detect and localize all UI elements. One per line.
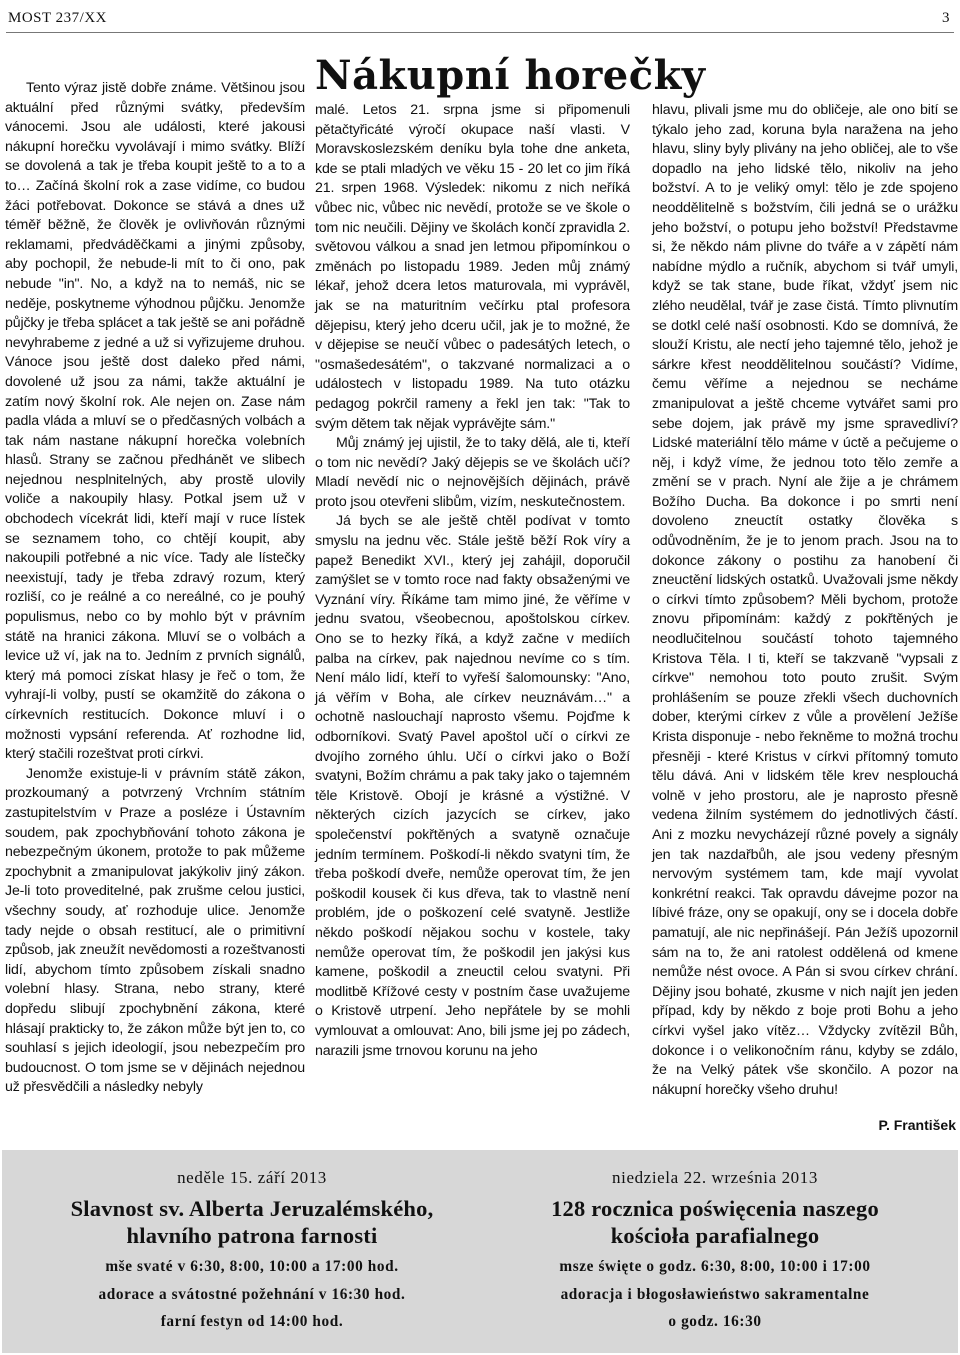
article-column-3 <box>652 101 958 1100</box>
announcement-line: adorace a svátostné požehnání v 16:30 hod. <box>98 1286 406 1303</box>
announcement-line: o godz. 16:30 <box>668 1313 762 1330</box>
announcement-line: farní festyn od 14:00 hod. <box>160 1313 344 1330</box>
article-column-1 <box>5 79 305 1098</box>
paragraph: Tento výraz jistě dobře známe. Většinou jsou aktuální před různými svátky, především vánocemi. Jsou ale události, které jakousi nákupní horečku vyvolávají i mimo svátky. Blíží se dovolená a tak je třeba koupit ještě to a to a to… Začíná školní rok a zase vidíme, co budou žáci potřebovat. Dokonce se stává a dnes už téměř běžně, že člověk je ovlivňován různými reklamami, předváděčkami a jinými způsoby, aby pochopil, že nebude-li mít to či ono, pak nebude "in". No, a když na to nemáš, nic se neděje, poskytneme výhodnou půjčku. Jenomže půjčky je třeba splácet a tak ještě se ani pořádně nevyhrabeme z jedné a už si vyřizujeme druhou. Vánoce jsou ještě dost daleko před námi, dovolené už jsou za námi, takže aktuální je zatím nový školní rok. Ale nejen on. Zase nám padla vláda a mluví se o předčasných volbách a tak nám nastane nákupní horečka volebních hlasů. Strany se začnou předhánět ve slibech nejednou nesplnitelných, aby prostě ulovily voliče a nakoupily hlasy. Potkal jsem už v obchodech vícekrát lidi, kteří mají v ruce lístek se seznamem toho, co chtějí koupit, aby nakoupili potřebné a nic více. Tady ale lístečky neexistují, tady je třeba zdravý rozum, který rozliší, co je reálné a co nereálné, co je pouhý populismus, nebo co by mohlo být v právním státě na hranici zákona. Mluví se o volbách a levice už ví, jak na to. Jedním z prvních signálů, který má pomoci získat hlasy je řeč o tom, že vyhrají-li volby, pustí se okamžitě do zákona o církevních restitucích. Dokonce mluví i o možnosti vypsání referenda. Ať rozhodne lid, který stačili rozeštvat proti církvi. <box>5 80 305 763</box>
announcement-box <box>2 1150 958 1353</box>
page-header <box>6 6 954 33</box>
paragraph: Můj známý jej ujistil, že to taky dělá, ale ti, kteří o tom nic nevědí? Jaký dějepis se ve školách učí? Mladí nevědí nic o nejnovějších dějinách, právě proto jsou otevřeni slibům, vizím, neskutečnostem. <box>315 435 630 510</box>
heading-line: 128 rocznica poświęcenia naszego <box>551 1196 879 1221</box>
announcement-heading <box>17 1195 487 1249</box>
heading-line: Slavnost sv. Alberta Jeruzalémského, <box>70 1196 434 1221</box>
heading-line: kościoła parafialnego <box>610 1223 820 1248</box>
announcement-line: mše svaté v 6:30, 8:00, 10:00 a 17:00 hod. <box>105 1258 399 1275</box>
announcement-heading <box>480 1195 950 1249</box>
announcement-date: niedziela 22. września 2013 <box>612 1168 818 1187</box>
paragraph: hlavu, plivali jsme mu do obličeje, ale ono bití se týkalo jeho zad, koruna byla naražena na jeho hlavu, sliny byly plivány na jeho obličej, ale to vše dopadlo na jeho lidské tělo, nikoliv na jeho božství. A to je veliký omyl: tělo je zde spojeno neoddělitelně s božstvím, čili jedná se o urážku jeho božství, o potupu jeho božství! Představme si, že někdo nám plivne do tváře a v zápětí nám nabídne mýdlo a ručník, abychom si tvář umyli, když se tak stane, bude říkat, vždyť jsem nic zlého neudělal, tvář je zase čistá. Tímto plivnutím se dotkl celé naší osobnosti. Kdo se domnívá, že slouží Kristu, ale nectí jeho tajemné tělo, jehož je sárkre křest neoddělitelnou součástí? Vidíme, čemu věříme a nejednou se necháme zmanipulovat a ještě chceme vytvářet sami pro sebe dojem, jak právě my jsme spravedliví? Lidské materiální tělo máme v úctě a pečujeme o něj, i když víme, že jednou toto tělo zemře a změní se v prach. Nyní ale žije a je chrámem Božího Ducha. Ba dokonce i po smrti není dovoleno zneuctít ostatky člověka s odůvodněním, že je to jenom prach. Jsou na to dokonce zákony o postihu za hanobení či zneuctění lidských ostatků. Uvažovali jsme někdy o církvi tímto způsobem? Měli bychom, protože znovu připomínám: každý z pokřtěných je neodlučitelnou součástí tohoto tajemného Kristova Těla. I ti, kteří se takzvaně "vypsali z církve" nemohou toto pouto zrušit. Svým prohlášením se pouze zřekli všech duchovních dober, kterými církev z vůle a provělení Ježíše Krista disponuje - nebo řekněme to možná trochu přesněji - které Kristus v církvi přítomný tomuto tělu dává. Ani v lidském těle krev nesplouchá volně v jeho prostoru, ale je naprosto přesně vedena žilním systémem do jednotlivých částí. Ani z mozku nevycházejí různé povely a signály jen tak nazdařbůh, ale jsou vedeny přesným nervovým systémem tam, kde mají vyvolat konkrétní reakci. Tak opravdu dávejme pozor na líbivé fráze, ony se opakují, ony se i docela dobře pamatují, ale nic nepřinášejí. Pán Ježíš upozornil sám na to, že ani ratolest oddělená od kmene nemůže nést ovoce. A Pán si svou církev chrání. Dějiny jsou bohaté, zkusme v nich najít jen jeden případ, kdy by někdo z boje proti Bohu a jeho církvi vyšel jako vítěz… Vždycky zvítězil Bůh, dokonce i o velikonočním ránu, kdyby se zdálo, že na Velký pátek vše skončilo. A pozor na nákupní horečky všeho druhu! <box>652 102 958 1098</box>
article-column-2 <box>315 101 630 1061</box>
author-signature: P. František <box>878 1117 956 1133</box>
page-number: 3 <box>942 10 950 26</box>
article-title: Nákupní horečky <box>315 52 706 99</box>
paragraph: Jenomže existuje-li v právním státě zákon, prozkoumaný a potvrzený Vrchním státním zastupitelstvím v Praze a posléze i Ústavním soudem, pak zpochybňování tohoto zákona je nebezpečným úkonem, protože to pak můžeme zpochybnit a zmanipulovat jakýkoliv jiný zákon. Je-li toto proveditelné, pak zrušme celou justici, všechny soudy, ať rozhoduje ulice. Jenomže tady nejde o obsah restitucí, ale o primitivní způsob, jak zneužít nevědomosti a rozeštvanosti lidí, abychom tímto způsobem získali snadno volební hlasy. Strana, nebo strany, které dopředu slibují zpochybnění zákona, které hlásají prakticky to, že zákon může být jen to, co souhlasí s jejich ideologií, jsou nebezpečím pro budoucnost. O tom jsme se v dějinách nejednou už přesvědčili a následky nebyly <box>5 765 305 1096</box>
announcement-line: adoracja i błogosławieństwo sakramentalne <box>560 1286 870 1303</box>
announcement-date: neděle 15. září 2013 <box>177 1168 327 1187</box>
paragraph: malé. Letos 21. srpna jsme si připomenuli pětačtyřicáté výročí okupace naší vlasti. V Moravskoslezském deníku byla tohe dne anketa, kde se ptali mladých ve věku 15 - 20 let co jim říká 21. srpen 1968. Výsledek: nikomu z nich neříká vůbec nic, vůbec nic nevědí, protože se ve škole o tom nic neučili. Dějiny ve školách končí zpravidla 2. světovou válkou a snad jen letmou připomínkou o změnách po listopadu 1989. Jeden můj známý lékař, jehož dcera letos maturovala, mi vyprávěl, jak se na maturitním večírku ptal profesora dějepisu, který jeho dceru učil, jak je to možné, že v dějepise se neučí vůbec o padesátých letech, o "osmašedesátém", o takzvané normalizaci a o událostech v listopadu 1989. Na tuto otázku pedagog pokrčil rameny a řekl jen tak: "Tak to svým dětem tak nějak vyprávějte sám." <box>315 102 630 432</box>
announcement-line: msze święte o godz. 6:30, 8:00, 10:00 i 17:00 <box>559 1258 871 1275</box>
paragraph: Já bych se ale ještě chtěl podívat v tomto smyslu na jednu věc. Stále ještě běží Rok víry a papež Benedikt XVI., který jej zahájil, doporučil zamýšlet se v tomto roce nad fakty obsaženými ve Vyznání víry. Říkáme tam mimo jiné, že věříme v jednu svatou, všeobecnou, apoštolskou církev. Ono se to hezky říká, a když začne v mediích palba na církev, pak najednou nevíme co s tím. Není málo lidí, kteří to vyřeší šalomounsky: "Ano, já věřím v Boha, ale církev neuznávám…" a ochotně naslouchají naprosto všemu. Pojďme k odborníkovi. Svatý Pavel apoštol učí o církvi ze dvojího zorného úhlu. Učí o církvi jako o Boží svatyni, Božím chrámu a pak taky jako o tajemném těle Kristově. Obojí je krásné a výstižné. V některých cizích jazycích se církev, jako společenství pokřtěných a svatyně označuje jedním termínem. Poškodí-li někdo svatyni tím, že třeba poškodí dveře, nemůže operovat tím, že jen poškodil kousek či kus dřeva, tak to vlastně není problém, jde o poškození celé svatyně. Jestliže někdo poškodí nějakou sochu v kostele, taky nemůže operovat tím, že poškodil jen jakýsi kus kamene, poškodil a zneuctil celou svatyni. Při modlitbě Křížové cesty v postním čase uvažujeme o Kristově utrpení. Jeho nepřátele by se mohli vymlouvat a omlouvat: Ano, bili jsme jej po zádech, narazili jsme trnovou korunu na jeho <box>315 513 630 1059</box>
heading-line: hlavního patrona farnosti <box>126 1223 378 1248</box>
publication-issue: MOST 237/XX <box>8 10 107 26</box>
